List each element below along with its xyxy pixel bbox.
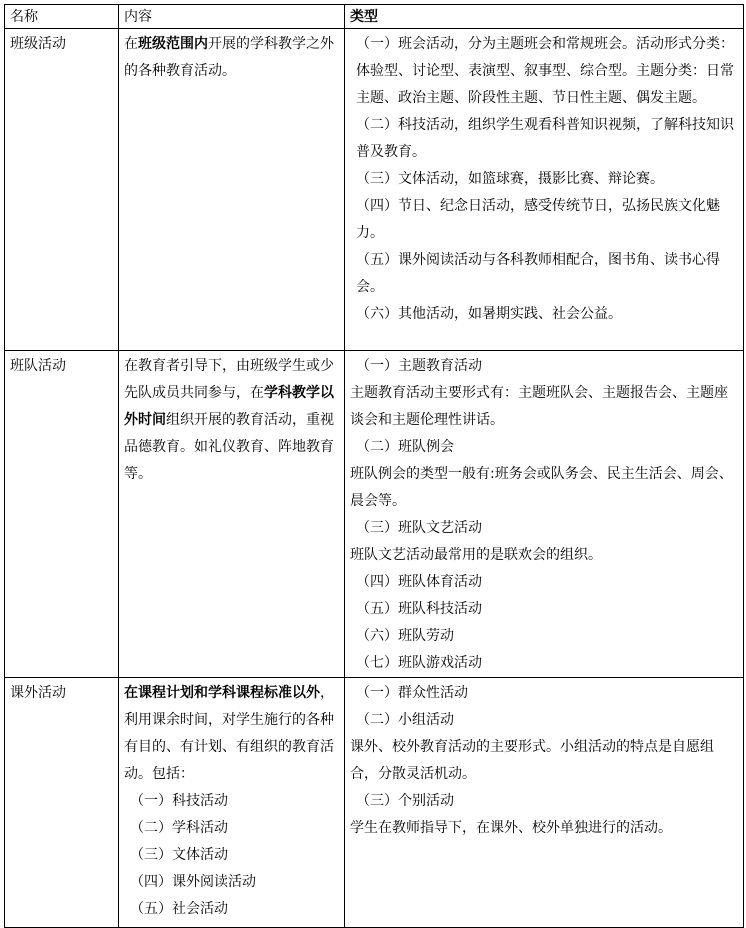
content-list-item: （四）课外阅读活动 bbox=[130, 874, 256, 890]
header-type: 类型 bbox=[345, 5, 744, 29]
type-paragraph: （一）群众性活动 bbox=[356, 685, 468, 701]
activity-types bbox=[345, 678, 744, 928]
content-emphasis: 在课程计划和学科课程标准以外 bbox=[124, 685, 320, 701]
header-content: 内容 bbox=[119, 5, 345, 29]
content-list-item: （二）学科活动 bbox=[130, 820, 228, 836]
content-list-item: （五）社会活动 bbox=[130, 901, 228, 917]
table-row bbox=[5, 29, 744, 351]
activity-types bbox=[345, 351, 744, 678]
type-paragraph: （三）个别活动 bbox=[356, 793, 454, 809]
type-paragraph: （六）其他活动，如暑期实践、社会公益。 bbox=[356, 306, 622, 322]
activity-name: 课外活动 bbox=[5, 678, 119, 928]
content-text: 在 bbox=[124, 36, 138, 52]
type-paragraph: （四）节日、纪念日活动，感受传统节日，弘扬民族文化魅力。 bbox=[356, 198, 720, 241]
type-paragraph: 课外、校外教育活动的主要形式。小组活动的特点是自愿组合，分散灵活机动。 bbox=[350, 739, 714, 782]
type-paragraph: 班队例会的类型一般有:班务会或队务会、民主生活会、周会、晨会等。 bbox=[350, 466, 733, 509]
activity-name: 班级活动 bbox=[5, 29, 119, 351]
type-paragraph: （四）班队体育活动 bbox=[356, 574, 482, 590]
type-paragraph: （二）小组活动 bbox=[356, 712, 454, 728]
activity-types bbox=[345, 29, 744, 351]
type-paragraph: 主题教育活动主要形式有：主题班队会、主题报告会、主题座谈会和主题伦理性讲话。 bbox=[350, 385, 728, 428]
content-list-item: （一）科技活动 bbox=[130, 793, 228, 809]
type-paragraph: （五）课外阅读活动与各科教师相配合，图书角、读书心得会。 bbox=[356, 252, 720, 295]
type-paragraph: 学生在教师指导下，在课外、校外单独进行的活动。 bbox=[350, 820, 672, 836]
activity-name: 班队活动 bbox=[5, 351, 119, 678]
type-paragraph: （一）主题教育活动 bbox=[356, 358, 482, 374]
content-text: 开展的学科教学之外的各种教育活动。 bbox=[124, 36, 334, 79]
header-name: 名称 bbox=[5, 5, 119, 29]
table-row bbox=[5, 351, 744, 678]
type-paragraph: （二）班队例会 bbox=[356, 439, 454, 455]
content-text: 组织开展的教育活动，重视品德教育。如礼仪教育、阵地教育等。 bbox=[124, 412, 334, 482]
content-text: 在教育者引导下，由班级学生或少先队成员共同参与，在 bbox=[124, 358, 334, 401]
type-paragraph: （三）文体活动，如篮球赛，摄影比赛、辩论赛。 bbox=[356, 171, 664, 187]
table-row bbox=[5, 678, 744, 928]
activity-content bbox=[119, 351, 345, 678]
content-list-item: （三）文体活动 bbox=[130, 847, 228, 863]
content-emphasis: 班级范围内 bbox=[138, 36, 208, 52]
type-paragraph: （五）班队科技活动 bbox=[356, 601, 482, 617]
type-paragraph: （七）班队游戏活动 bbox=[356, 655, 482, 671]
content-text: ，利用课余时间，对学生施行的各种有目的、有计划、有组织的教育活动。包括： bbox=[124, 685, 334, 782]
type-paragraph: （一）班会活动，分为主题班会和常规班会。活动形式分类：体验型、讨论型、表演型、叙事型、综合型。主题分类：日常主题、政治主题、阶段性主题、节日性主题、偶发主题。 bbox=[356, 36, 734, 106]
header-row bbox=[5, 5, 744, 29]
activity-content bbox=[119, 678, 345, 928]
type-paragraph: （二）科技活动，组织学生观看科普知识视频，了解科技知识普及教育。 bbox=[356, 117, 734, 160]
type-paragraph: 班队文艺活动最常用的是联欢会的组织。 bbox=[350, 547, 602, 563]
type-paragraph: （六）班队劳动 bbox=[356, 628, 454, 644]
type-paragraph: （三）班队文艺活动 bbox=[356, 520, 482, 536]
content-emphasis: 学科教学以外时间 bbox=[124, 385, 334, 428]
activities-table bbox=[4, 4, 744, 928]
activity-content bbox=[119, 29, 345, 351]
